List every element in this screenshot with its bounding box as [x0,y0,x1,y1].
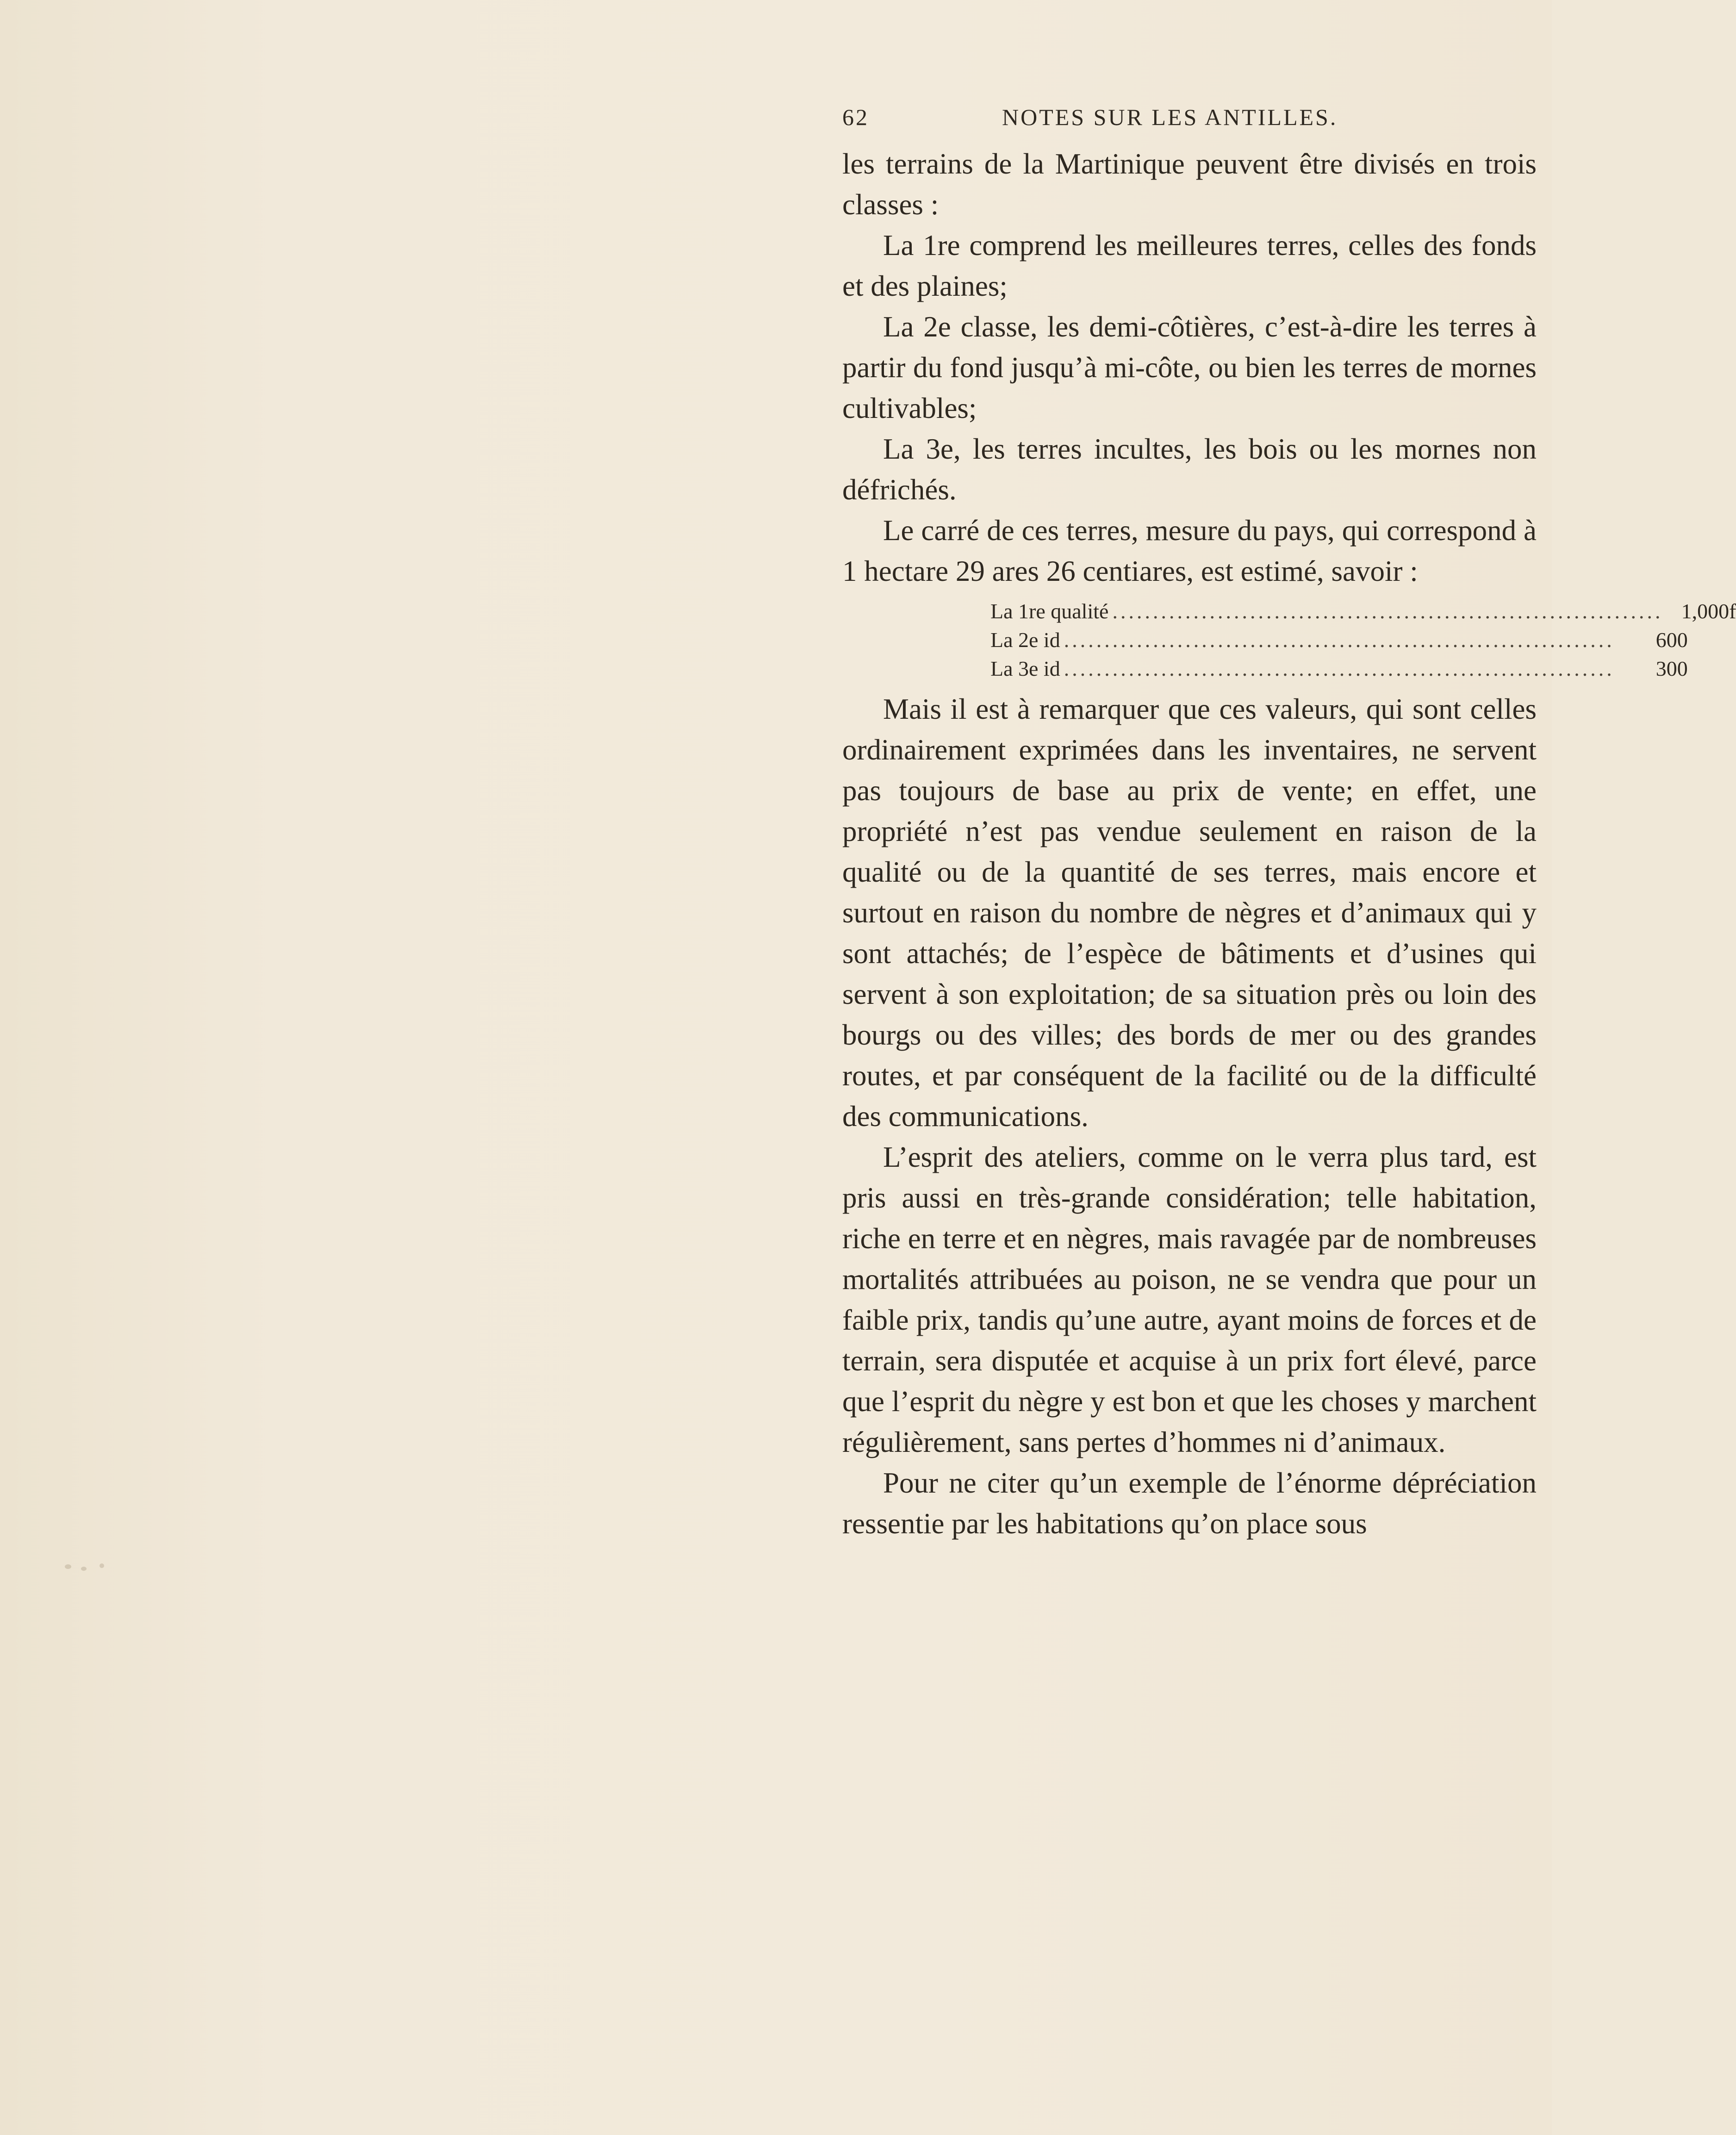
paragraph: les terrains de la Martinique peuvent être divisés en trois classes : [842,148,1537,221]
valuation-table [990,597,1736,683]
valuation-label: La 2e id [990,628,1060,652]
dot-leader: .................................................................... [1112,599,1663,623]
valuation-row [990,654,1688,683]
paragraph: Pour ne citer qu’un exemple de l’énorme dépréciation ressentie par les habitations qu’on place sous [842,1467,1537,1540]
paragraph: La 1re comprend les meilleures terres, celles des fonds et des plaines; [842,229,1537,302]
paragraph: Mais il est à remarquer que ces valeurs, qui sont celles ordinairement exprimées dans les inventaires, ne servent pas toujours de base au prix de vente; en effet, une propriété n’est pas vendue seulement en raison de la qualité ou de la quantité de ses terres, mais encore et surtout en raison du nombre de nègres et d’animaux qui y sont attachés; de l’espèce de bâtiments et d’usines qui servent à son exploitation; de sa situation près ou loin des bourgs ou des villes; des bords de mer ou des grandes routes, et par conséquent de la facilité ou de la difficulté des communications. [842,693,1537,1133]
body-text [842,143,1736,1544]
valuation-label: La 3e id [990,657,1060,680]
running-title: NOTES SUR LES ANTILLES. [1002,104,1338,130]
paper-speck [100,1563,104,1568]
dot-leader: .................................................................... [1064,657,1615,680]
valuation-row [990,626,1688,654]
page-number: 62 [842,104,869,130]
paper-speck [81,1567,87,1571]
text-column [842,93,1736,1544]
valuation-value: 300 [1655,657,1688,680]
valuation-value: 1,000f [1681,599,1736,623]
paper-speck [65,1564,71,1569]
valuation-label: La 1re qualité [990,599,1109,623]
valuation-value: 600 [1655,628,1688,652]
paragraph: La 2e classe, les demi-côtières, c’est-à-dire les terres à partir du fond jusqu’à mi-côte, ou bien les terres de mornes cultivables; [842,311,1537,424]
paragraph: Le carré de ces terres, mesure du pays, qui correspond à 1 hectare 29 ares 26 centiares, est estimé, savoir : [842,514,1537,587]
paragraph: La 3e, les terres incultes, les bois ou les mornes non défrichés. [842,433,1537,506]
running-head [842,93,1537,143]
dot-leader: .................................................................... [1064,628,1615,652]
valuation-row [990,597,1736,626]
paragraph: L’esprit des ateliers, comme on le verra plus tard, est pris aussi en très-grande considération; telle habitation, riche en terre et en nègres, mais ravagée par de nombreuses mortalités attribuées au poison, ne se vendra que pour un faible prix, tandis qu’une autre, ayant moins de forces et de terrain, sera disputée et acquise à un prix fort élevé, parce que l’esprit du nègre y est bon et que les choses y marchent régulièrement, sans pertes d’hommes ni d’animaux. [842,1141,1537,1458]
